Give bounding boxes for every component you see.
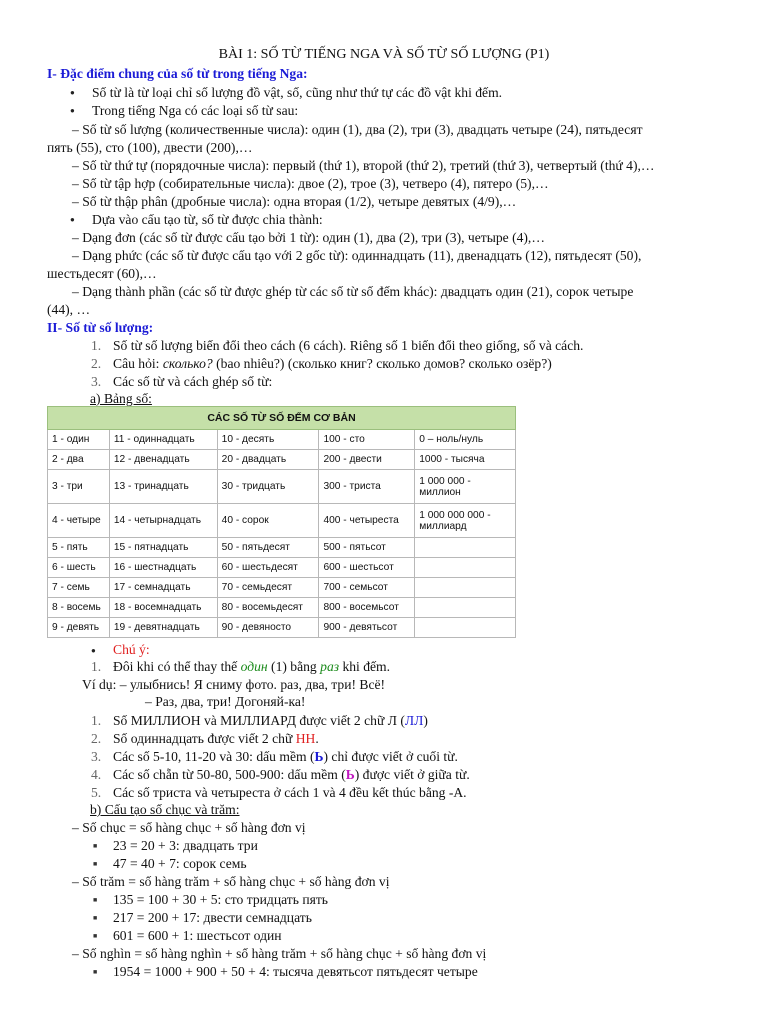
- table-cell: 600 - шестьсот: [319, 558, 415, 578]
- table-cell: 400 - четыреста: [319, 504, 415, 538]
- numbers-table: [47, 406, 516, 638]
- section1-heading: I- Đặc điểm chung của số từ trong tiếng Nga:: [47, 66, 308, 81]
- table-cell: 20 - двадцать: [217, 450, 319, 470]
- table-cell: 70 - семьдесят: [217, 578, 319, 598]
- text-line: – Số nghìn = số hàng nghìn + số hàng trăm + số hàng chục + số hàng đơn vị: [72, 946, 487, 961]
- subheading-a: a) Bảng số:: [90, 391, 152, 406]
- table-cell: 10 - десять: [217, 430, 319, 450]
- table-cell: [415, 578, 516, 598]
- text-line: – Dạng phức (các số từ được cấu tạo với 2 gốc từ): одиннадцать (11), двенадцать (12), пятьдесят (50),: [72, 248, 642, 263]
- example-line: Ví dụ: – улыбнись! Я сниму фото. раз, два, три! Всё!: [82, 677, 386, 692]
- numbered-item: 3. Các số 5-10, 11-20 và 30: dấu mềm (Ь) chỉ được viết ở cuối từ.: [91, 749, 458, 764]
- table-cell: 50 - пятьдесят: [217, 538, 319, 558]
- text-line: – Dạng đơn (các số từ được cấu tạo bởi 1 từ): один (1), два (2), три (3), четыре (4),…: [72, 230, 545, 245]
- table-cell: 100 - сто: [319, 430, 415, 450]
- bullet-item: ● Trong tiếng Nga có các loại số từ sau:: [92, 102, 298, 120]
- numbered-item: 3. Các số từ và cách ghép số từ:: [91, 374, 273, 389]
- bullet-item: ● Dựa vào cấu tạo từ, số từ được chia thành:: [92, 211, 323, 229]
- table-cell: 15 - пятнадцать: [109, 538, 217, 558]
- text-line: – Số từ thứ tự (порядочные числа): первый (thứ 1), второй (thứ 2), третий (thứ 3), четвертый (thứ 4),…: [72, 158, 655, 173]
- table-cell: 0 – ноль/нуль: [415, 430, 516, 450]
- text-line: – Số từ thập phân (дробные числа): одна вторая (1/2), четыре девятых (4/9),…: [72, 194, 517, 209]
- text-line: – Số trăm = số hàng trăm + số hàng chục + số hàng đơn vị: [72, 874, 390, 889]
- table-cell: [415, 558, 516, 578]
- numbered-item: 1. Số МИЛЛИОН và МИЛЛИАРД được viết 2 chữ Л (ЛЛ): [91, 713, 428, 728]
- example-line: – Раз, два, три! Догоняй-ка!: [145, 694, 306, 709]
- text-line: – Số từ số lượng (количественные числа): один (1), два (2), три (3), двадцать четыре (24), пятьдесят: [72, 122, 643, 137]
- table-cell: 19 - девятнадцать: [109, 618, 217, 638]
- table-cell: 6 - шесть: [48, 558, 110, 578]
- table-cell: 200 - двести: [319, 450, 415, 470]
- table-row: [48, 504, 516, 538]
- table-header: CÁC SỐ TỪ SỐ ĐẾM CƠ BẢN: [48, 407, 516, 430]
- table-cell: 1 000 000 - миллион: [415, 470, 516, 504]
- table-cell: 700 - семьсот: [319, 578, 415, 598]
- table-row: [48, 618, 516, 638]
- numbered-item: 1. Đôi khi có thể thay thế один (1) bằng раз khi đếm.: [91, 659, 391, 674]
- table-cell: 5 - пять: [48, 538, 110, 558]
- table-cell: [415, 538, 516, 558]
- table-row: [48, 598, 516, 618]
- note-title: Chú ý:: [113, 642, 150, 657]
- numbered-item: 1. Số từ số lượng biến đổi theo cách (6 cách). Riêng số 1 biến đổi theo giống, số và cách.: [91, 338, 584, 353]
- bullet-item: ● Số từ là từ loại chỉ số lượng đồ vật, số, cũng như thứ tự các đồ vật khi đếm.: [92, 84, 502, 102]
- table-cell: 60 - шестьдесят: [217, 558, 319, 578]
- table-cell: 500 - пятьсот: [319, 538, 415, 558]
- table-cell: 17 - семнадцать: [109, 578, 217, 598]
- table-row: [48, 450, 516, 470]
- text-line: шестьдесят (60),…: [47, 266, 157, 281]
- table-cell: 14 - четырнадцать: [109, 504, 217, 538]
- list-item: ■ 47 = 40 + 7: сорок семь: [113, 855, 247, 873]
- table-cell: 40 - сорок: [217, 504, 319, 538]
- text-line: – Số từ tập hợp (собирательные числа): двое (2), трое (3), четверо (4), пятеро (5),…: [72, 176, 549, 191]
- table-cell: 13 - тринадцать: [109, 470, 217, 504]
- table-cell: 12 - двенадцать: [109, 450, 217, 470]
- table-cell: [415, 598, 516, 618]
- table-cell: 80 - восемьдесят: [217, 598, 319, 618]
- table-cell: 30 - тридцать: [217, 470, 319, 504]
- table-cell: 16 - шестнадцать: [109, 558, 217, 578]
- table-row: [48, 430, 516, 450]
- numbered-item: 4. Các số chẵn từ 50-80, 500-900: dấu mềm (Ь) được viết ở giữa từ.: [91, 767, 470, 782]
- table-row: [48, 538, 516, 558]
- table-cell: 11 - одиннадцать: [109, 430, 217, 450]
- list-item: ■ 135 = 100 + 30 + 5: сто тридцать пять: [113, 891, 328, 909]
- table-cell: 3 - три: [48, 470, 110, 504]
- subheading-b: b) Cấu tạo số chục và trăm:: [90, 802, 240, 817]
- table-cell: 2 - два: [48, 450, 110, 470]
- text-line: (44), …: [47, 302, 91, 317]
- section2-heading: II- Số từ số lượng:: [47, 320, 154, 335]
- table-cell: 800 - восемьсот: [319, 598, 415, 618]
- table-cell: 9 - девять: [48, 618, 110, 638]
- list-item: ■ 601 = 600 + 1: шестьсот один: [113, 927, 282, 945]
- list-item: ■ 1954 = 1000 + 900 + 50 + 4: тысяча девятьсот пятьдесят четыре: [113, 963, 478, 981]
- list-item: ■ 23 = 20 + 3: двадцать три: [113, 837, 258, 855]
- table-cell: 90 - девяносто: [217, 618, 319, 638]
- page-title: BÀI 1: SỐ TỪ TIẾNG NGA VÀ SỐ TỪ SỐ LƯỢNG (P1): [218, 47, 550, 62]
- table-cell: 300 - триста: [319, 470, 415, 504]
- list-item: ■ 217 = 200 + 17: двести семнадцать: [113, 909, 312, 927]
- table-row: [48, 578, 516, 598]
- numbered-item: 2. Số одиннадцать được viết 2 chữ НН.: [91, 731, 319, 746]
- table-cell: 7 - семь: [48, 578, 110, 598]
- text-line: – Số chục = số hàng chục + số hàng đơn vị: [72, 820, 306, 835]
- numbered-item: 5. Các số триста và четыреста ở cách 1 và 4 đều kết thúc bằng -А.: [91, 785, 467, 800]
- table-cell: 1 - один: [48, 430, 110, 450]
- text-line: – Dạng thành phần (các số từ được ghép từ các số từ số đếm khác): двадцать один (21), сорок четыре: [72, 284, 634, 299]
- table-cell: 4 - четыре: [48, 504, 110, 538]
- text-line: пять (55), сто (100), двести (200),…: [47, 140, 253, 155]
- table-cell: 1000 - тысяча: [415, 450, 516, 470]
- table-row: [48, 558, 516, 578]
- table-cell: [415, 618, 516, 638]
- table-cell: 8 - восемь: [48, 598, 110, 618]
- numbered-item: 2. Câu hỏi: сколько? (bao nhiêu?) (сколько книг? сколько домов? сколько озёр?): [91, 356, 552, 371]
- table-cell: 1 000 000 000 - миллиард: [415, 504, 516, 538]
- table-cell: 900 - девятьсот: [319, 618, 415, 638]
- table-row: [48, 470, 516, 504]
- table-cell: 18 - восемнадцать: [109, 598, 217, 618]
